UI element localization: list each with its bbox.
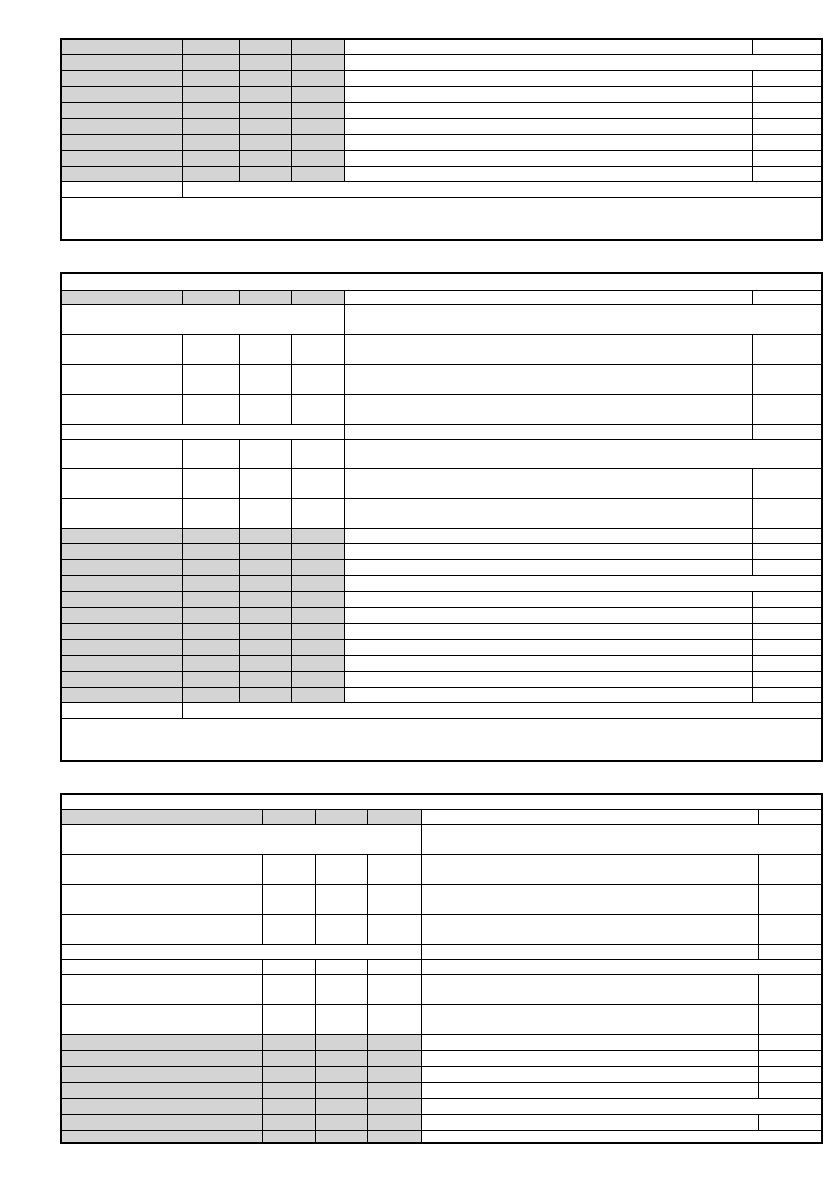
row-value-cell <box>291 134 345 151</box>
row-value-cell <box>262 1034 316 1051</box>
row-description-cell <box>421 884 759 915</box>
row-value-cell <box>367 1066 422 1083</box>
row-value-cell <box>315 1098 368 1115</box>
row-value-cell <box>291 54 345 71</box>
row-label-cell <box>60 166 183 182</box>
row-value-cell <box>367 914 422 945</box>
row-value-cell <box>291 687 345 703</box>
row-description-cell <box>344 38 753 55</box>
row-score-cell <box>752 528 823 544</box>
row-label-cell <box>60 1004 263 1035</box>
row-value-cell <box>367 1130 422 1144</box>
row-value-cell <box>239 623 292 640</box>
row-value-cell <box>315 1114 368 1131</box>
row-score-cell <box>752 150 823 167</box>
row-label-cell <box>60 809 263 825</box>
row-value-cell <box>239 364 292 395</box>
row-value-cell <box>315 1130 368 1144</box>
row-label-cell <box>60 364 183 395</box>
row-value-cell <box>367 1082 422 1099</box>
row-value-cell <box>291 591 345 608</box>
row-label-cell <box>60 639 183 656</box>
row-value-cell <box>291 623 345 640</box>
footer-label-cell <box>60 702 183 719</box>
row-value-cell <box>262 914 316 945</box>
row-value-cell <box>182 591 240 608</box>
row-score-cell <box>758 1034 823 1051</box>
row-description-cell <box>344 591 753 608</box>
row-value-cell <box>262 884 316 915</box>
row-description-cell <box>421 1050 759 1067</box>
row-score-cell <box>752 70 823 87</box>
row-score-cell <box>752 559 823 576</box>
row-value-cell <box>182 134 240 151</box>
row-description-cell <box>344 150 753 167</box>
row-label-cell <box>60 1050 263 1067</box>
row-score-cell <box>752 543 823 560</box>
row-value-cell <box>239 439 292 469</box>
row-description-cell <box>344 118 753 135</box>
row-description-cell <box>344 528 753 544</box>
row-value-cell <box>367 959 422 975</box>
row-value-cell <box>291 118 345 135</box>
row-description-cell <box>344 671 753 688</box>
row-value-cell <box>182 70 240 87</box>
row-description-cell <box>344 54 823 71</box>
row-label-cell <box>60 86 183 103</box>
group-description-cell <box>344 304 823 335</box>
row-value-cell <box>262 1050 316 1067</box>
row-score-cell <box>752 38 823 55</box>
row-score-cell <box>752 607 823 624</box>
row-label-cell <box>60 118 183 135</box>
row-label-cell <box>60 150 183 167</box>
row-description-cell <box>344 166 753 182</box>
row-value-cell <box>182 623 240 640</box>
row-value-cell <box>182 543 240 560</box>
row-description-cell <box>344 607 753 624</box>
row-description-cell <box>344 102 753 119</box>
table-caption-cell <box>60 793 823 810</box>
row-description-cell <box>344 575 823 592</box>
row-description-cell <box>421 1034 759 1051</box>
row-value-cell <box>239 607 292 624</box>
row-value-cell <box>182 655 240 672</box>
row-value-cell <box>182 166 240 182</box>
row-value-cell <box>262 854 316 885</box>
row-value-cell <box>291 543 345 560</box>
row-score-cell <box>758 809 823 825</box>
row-score-cell <box>758 1004 823 1035</box>
row-value-cell <box>182 607 240 624</box>
row-description-cell <box>344 687 753 703</box>
row-value-cell <box>182 38 240 55</box>
row-value-cell <box>315 854 368 885</box>
row-label-cell <box>60 38 183 55</box>
row-value-cell <box>291 38 345 55</box>
row-description-cell <box>344 364 753 395</box>
row-value-cell <box>367 974 422 1005</box>
row-label-cell <box>60 290 183 305</box>
row-score-cell <box>752 591 823 608</box>
row-description-cell <box>344 290 753 305</box>
row-value-cell <box>262 1082 316 1099</box>
row-value-cell <box>239 498 292 529</box>
row-score-cell <box>758 914 823 945</box>
row-value-cell <box>239 290 292 305</box>
row-description-cell <box>421 1082 759 1099</box>
row-label-cell <box>60 468 183 499</box>
row-score-cell <box>758 1066 823 1083</box>
table-caption-cell <box>60 272 823 291</box>
row-score-cell <box>752 290 823 305</box>
row-label-cell <box>60 1066 263 1083</box>
row-value-cell <box>182 671 240 688</box>
row-value-cell <box>291 394 345 425</box>
row-value-cell <box>182 334 240 365</box>
row-label-cell <box>60 575 183 592</box>
row-description-cell <box>344 334 753 365</box>
row-score-cell <box>758 1082 823 1099</box>
row-value-cell <box>182 86 240 103</box>
row-label-cell <box>60 498 183 529</box>
row-value-cell <box>291 439 345 469</box>
row-value-cell <box>315 1004 368 1035</box>
row-score-cell <box>752 118 823 135</box>
footer-label-cell <box>60 181 183 198</box>
row-value-cell <box>239 38 292 55</box>
row-value-cell <box>367 854 422 885</box>
row-description-cell <box>421 809 759 825</box>
row-value-cell <box>262 974 316 1005</box>
group-description-cell <box>344 424 753 440</box>
row-score-cell <box>752 102 823 119</box>
row-value-cell <box>315 1034 368 1051</box>
row-score-cell <box>758 1114 823 1131</box>
row-label-cell <box>60 439 183 469</box>
row-value-cell <box>239 591 292 608</box>
row-value-cell <box>262 1130 316 1144</box>
row-label-cell <box>60 974 263 1005</box>
row-value-cell <box>182 528 240 544</box>
row-value-cell <box>239 528 292 544</box>
row-value-cell <box>367 1004 422 1035</box>
row-score-cell <box>752 468 823 499</box>
footer-value-cell <box>182 702 823 719</box>
row-value-cell <box>262 959 316 975</box>
footer-value-cell <box>182 181 823 198</box>
row-value-cell <box>239 687 292 703</box>
row-value-cell <box>262 1004 316 1035</box>
row-value-cell <box>182 54 240 71</box>
group-heading-cell <box>60 424 345 440</box>
row-value-cell <box>291 468 345 499</box>
row-value-cell <box>367 1098 422 1115</box>
row-score-cell <box>752 394 823 425</box>
row-description-cell <box>421 1004 759 1035</box>
row-description-cell <box>344 639 753 656</box>
row-value-cell <box>291 364 345 395</box>
row-label-cell <box>60 1098 263 1115</box>
row-score-cell <box>752 364 823 395</box>
row-score-cell <box>752 166 823 182</box>
row-score-cell <box>752 134 823 151</box>
row-score-cell <box>752 498 823 529</box>
row-value-cell <box>262 809 316 825</box>
row-value-cell <box>182 468 240 499</box>
row-value-cell <box>367 1114 422 1131</box>
row-value-cell <box>239 166 292 182</box>
row-score-cell <box>752 334 823 365</box>
row-value-cell <box>182 394 240 425</box>
row-value-cell <box>315 914 368 945</box>
row-value-cell <box>367 1034 422 1051</box>
row-description-cell <box>421 974 759 1005</box>
row-value-cell <box>239 655 292 672</box>
row-description-cell <box>344 439 823 469</box>
row-description-cell <box>344 623 753 640</box>
row-value-cell <box>291 528 345 544</box>
row-value-cell <box>239 102 292 119</box>
group-heading-cell <box>60 304 345 335</box>
row-value-cell <box>262 1066 316 1083</box>
row-label-cell <box>60 591 183 608</box>
row-label-cell <box>60 334 183 365</box>
row-value-cell <box>291 290 345 305</box>
row-label-cell <box>60 1082 263 1099</box>
row-description-cell <box>421 1114 759 1131</box>
group-heading-cell <box>60 824 422 855</box>
row-value-cell <box>291 102 345 119</box>
row-value-cell <box>239 334 292 365</box>
row-value-cell <box>239 118 292 135</box>
row-value-cell <box>291 150 345 167</box>
row-value-cell <box>239 575 292 592</box>
row-description-cell <box>421 1130 823 1144</box>
row-label-cell <box>60 687 183 703</box>
row-label-cell <box>60 70 183 87</box>
row-description-cell <box>344 70 753 87</box>
row-label-cell <box>60 1034 263 1051</box>
row-description-cell <box>421 854 759 885</box>
note-cell <box>60 718 823 762</box>
row-value-cell <box>182 575 240 592</box>
row-value-cell <box>182 118 240 135</box>
row-value-cell <box>239 70 292 87</box>
row-label-cell <box>60 914 263 945</box>
row-value-cell <box>182 687 240 703</box>
row-label-cell <box>60 1130 263 1144</box>
row-label-cell <box>60 102 183 119</box>
row-value-cell <box>291 498 345 529</box>
row-description-cell <box>421 959 823 975</box>
row-description-cell <box>421 914 759 945</box>
row-value-cell <box>291 607 345 624</box>
row-value-cell <box>239 54 292 71</box>
row-value-cell <box>291 70 345 87</box>
row-label-cell <box>60 655 183 672</box>
row-value-cell <box>262 1098 316 1115</box>
row-score-cell <box>752 655 823 672</box>
row-score-cell <box>758 944 823 960</box>
row-value-cell <box>291 166 345 182</box>
row-value-cell <box>239 86 292 103</box>
row-value-cell <box>239 468 292 499</box>
row-label-cell <box>60 854 263 885</box>
row-value-cell <box>182 290 240 305</box>
row-description-cell <box>344 498 753 529</box>
row-value-cell <box>315 974 368 1005</box>
group-description-cell <box>421 824 823 855</box>
row-description-cell <box>344 559 753 576</box>
row-label-cell <box>60 134 183 151</box>
group-description-cell <box>421 944 759 960</box>
row-value-cell <box>182 364 240 395</box>
row-value-cell <box>182 498 240 529</box>
row-value-cell <box>182 102 240 119</box>
row-value-cell <box>315 959 368 975</box>
row-score-cell <box>752 623 823 640</box>
row-value-cell <box>291 639 345 656</box>
row-value-cell <box>315 1050 368 1067</box>
row-value-cell <box>182 439 240 469</box>
row-value-cell <box>315 1082 368 1099</box>
row-value-cell <box>262 1114 316 1131</box>
row-label-cell <box>60 528 183 544</box>
row-value-cell <box>291 575 345 592</box>
row-score-cell <box>752 424 823 440</box>
row-score-cell <box>752 86 823 103</box>
row-value-cell <box>367 809 422 825</box>
row-description-cell <box>421 1066 759 1083</box>
row-score-cell <box>758 854 823 885</box>
row-value-cell <box>291 334 345 365</box>
row-value-cell <box>291 655 345 672</box>
row-value-cell <box>291 559 345 576</box>
row-label-cell <box>60 394 183 425</box>
row-description-cell <box>344 394 753 425</box>
row-label-cell <box>60 884 263 915</box>
row-score-cell <box>758 884 823 915</box>
row-label-cell <box>60 623 183 640</box>
row-label-cell <box>60 1114 263 1131</box>
row-value-cell <box>239 639 292 656</box>
row-description-cell <box>344 543 753 560</box>
row-value-cell <box>239 559 292 576</box>
row-value-cell <box>239 150 292 167</box>
row-label-cell <box>60 559 183 576</box>
row-description-cell <box>344 468 753 499</box>
row-label-cell <box>60 671 183 688</box>
row-value-cell <box>182 559 240 576</box>
row-score-cell <box>758 974 823 1005</box>
row-label-cell <box>60 959 263 975</box>
row-label-cell <box>60 607 183 624</box>
row-value-cell <box>291 671 345 688</box>
row-score-cell <box>752 639 823 656</box>
row-value-cell <box>367 1050 422 1067</box>
row-description-cell <box>344 134 753 151</box>
row-value-cell <box>239 671 292 688</box>
row-value-cell <box>182 150 240 167</box>
row-score-cell <box>752 687 823 703</box>
row-value-cell <box>315 1066 368 1083</box>
row-description-cell <box>344 86 753 103</box>
row-label-cell <box>60 543 183 560</box>
row-score-cell <box>758 1050 823 1067</box>
group-heading-cell <box>60 944 422 960</box>
row-value-cell <box>367 884 422 915</box>
row-value-cell <box>239 394 292 425</box>
row-value-cell <box>239 543 292 560</box>
note-cell <box>60 197 823 241</box>
row-value-cell <box>315 884 368 915</box>
row-description-cell <box>344 655 753 672</box>
row-description-cell <box>421 1098 823 1115</box>
row-value-cell <box>239 134 292 151</box>
row-label-cell <box>60 54 183 71</box>
row-score-cell <box>752 671 823 688</box>
row-value-cell <box>315 809 368 825</box>
row-value-cell <box>182 639 240 656</box>
row-value-cell <box>291 86 345 103</box>
